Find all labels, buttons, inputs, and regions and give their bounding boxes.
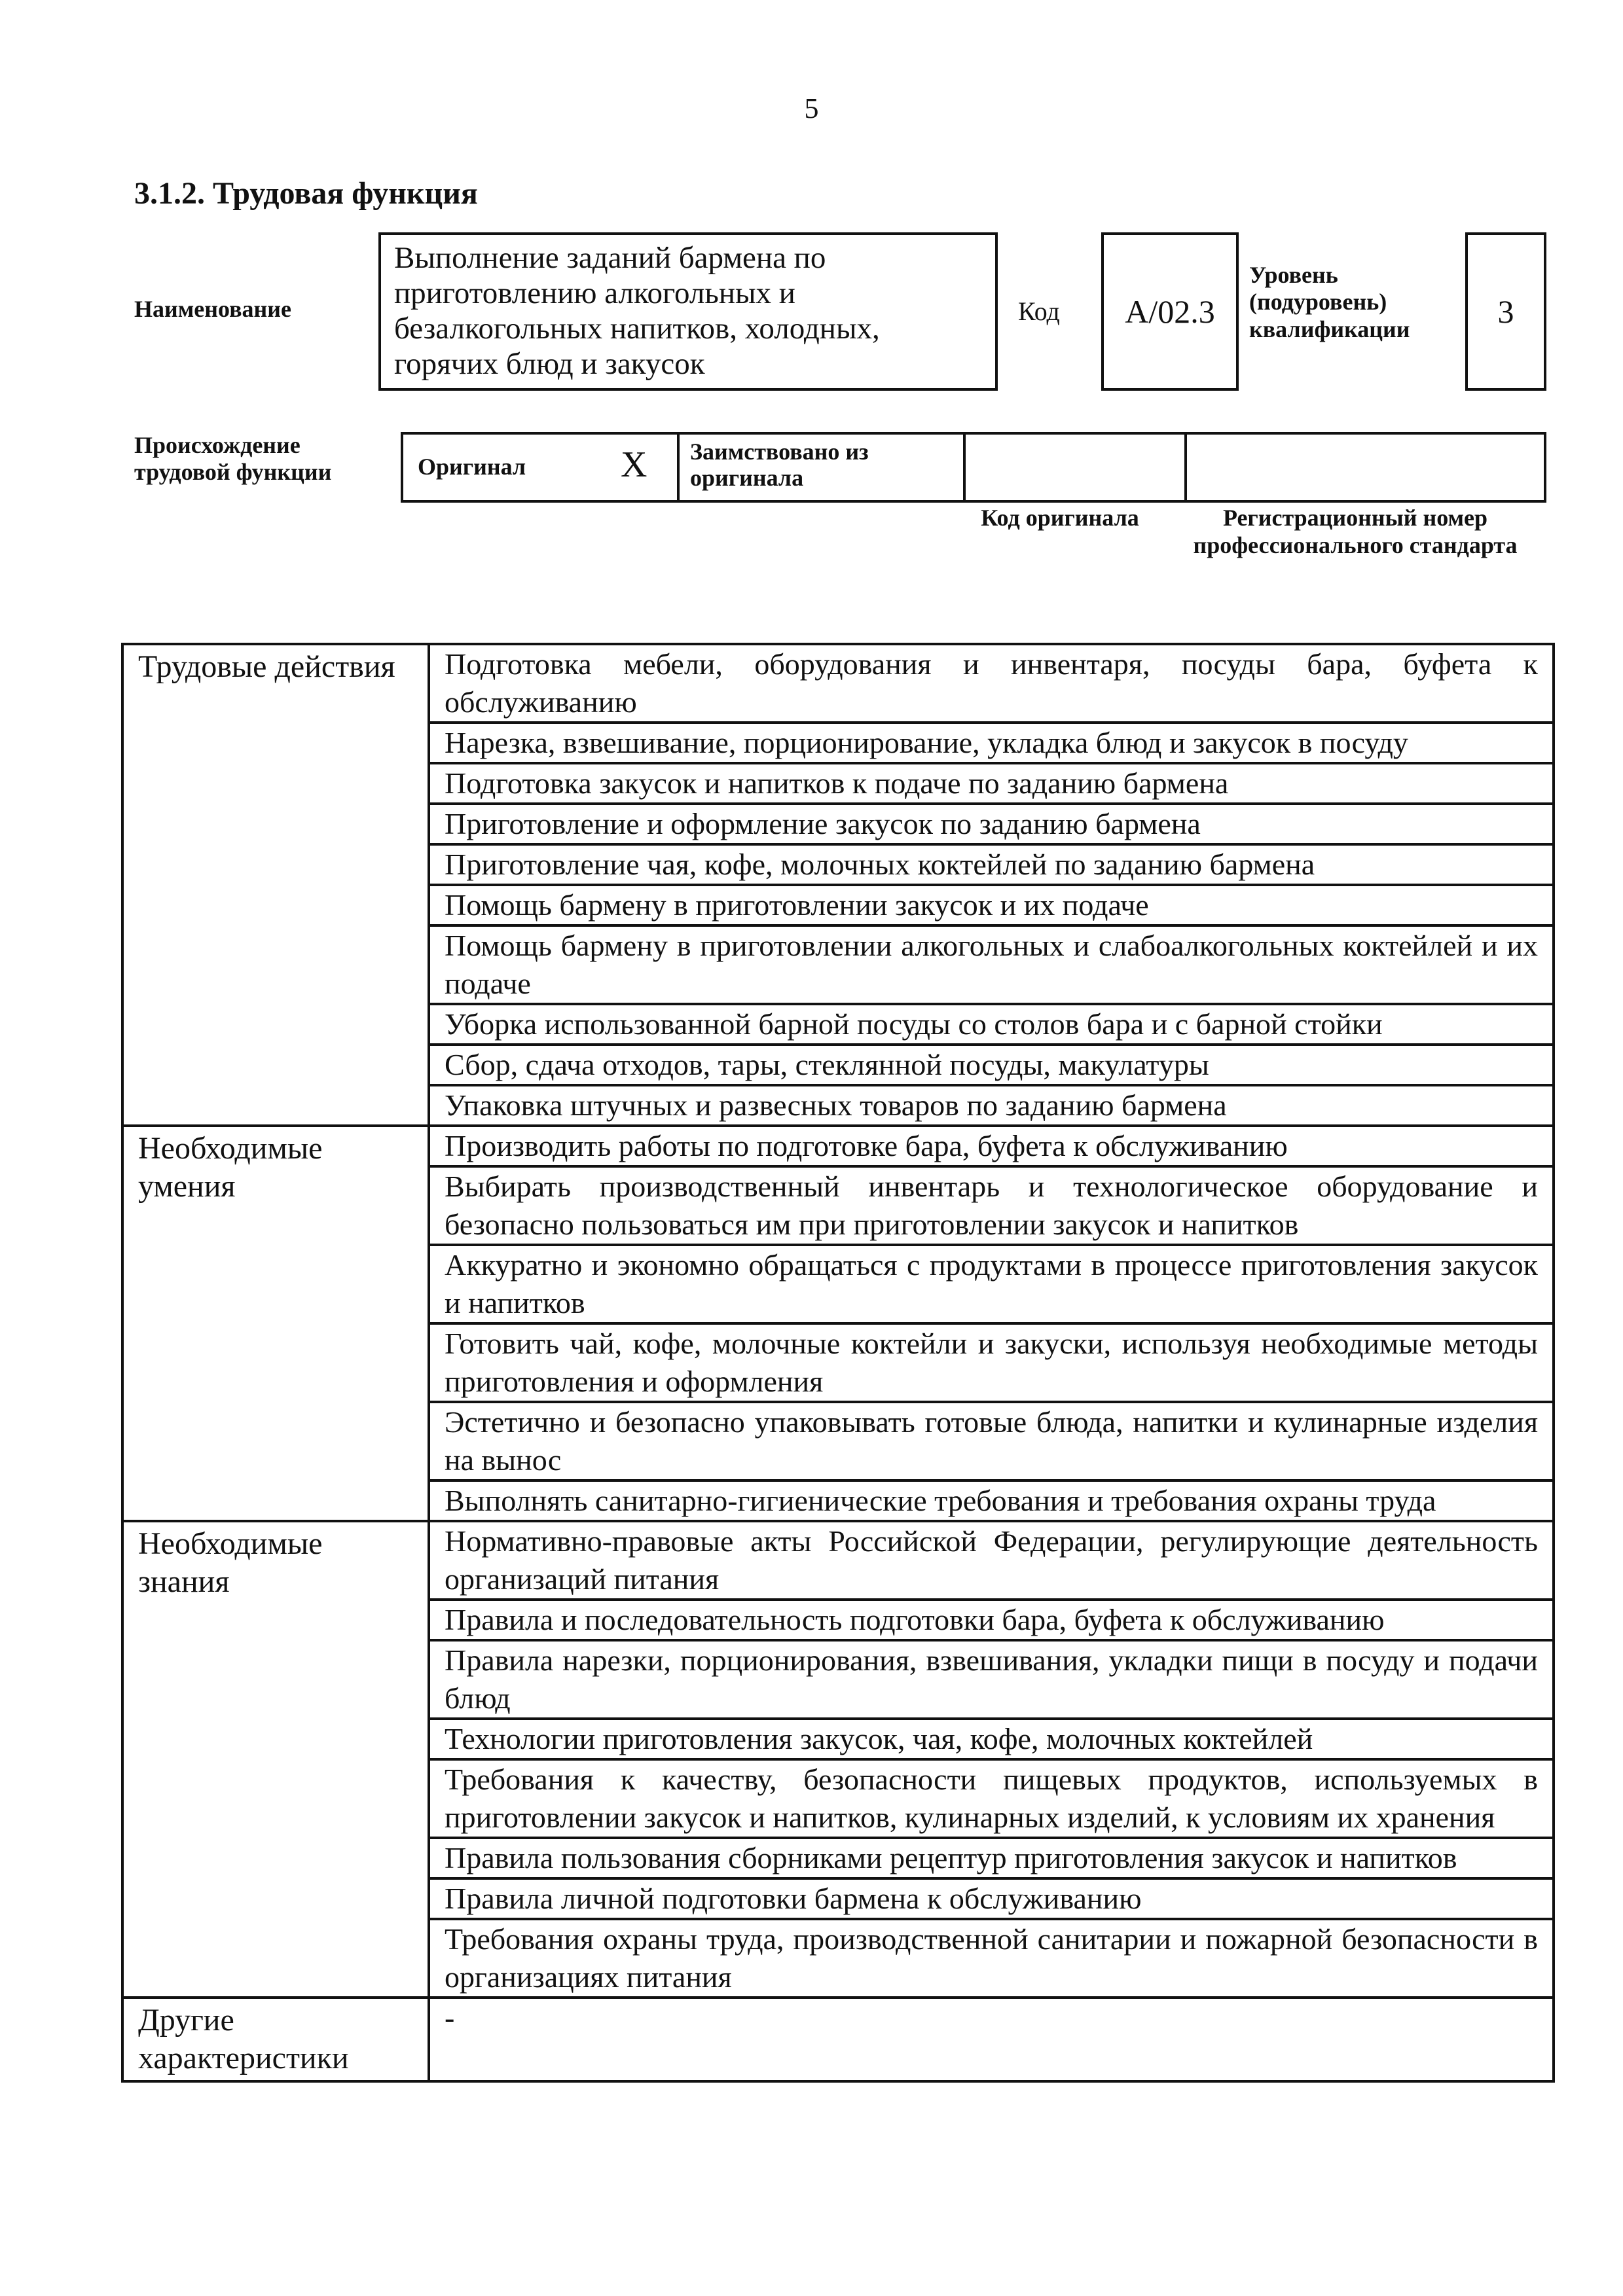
reg-number-label: Регистрационный номер профессионального стандарта xyxy=(1193,505,1518,559)
item-cell: Нарезка, взвешивание, порционирование, укладка блюд и закусок в посуду xyxy=(429,723,1554,763)
item-cell: - xyxy=(429,1998,1554,2081)
original-mark: X xyxy=(621,444,647,485)
item-cell: Правила нарезки, порционирования, взвешивания, укладки пищи в посуду и подачи блюд xyxy=(429,1640,1554,1719)
page-number: 5 xyxy=(804,92,819,124)
table-row xyxy=(122,1521,1554,1600)
item-cell: Требования к качеству, безопасности пищевых продуктов, используемых в приготовлении закусок и напитков, кулинарных изделий, к условиям их хранения xyxy=(429,1759,1554,1838)
table-row xyxy=(122,644,1554,723)
origin-label: Происхождение трудовой функции xyxy=(134,432,332,486)
code-original-cell xyxy=(966,435,1187,500)
item-cell: Правила пользования сборниками рецептур приготовления закусок и напитков xyxy=(429,1838,1554,1878)
level-label: Уровень (подуровень) квалификации xyxy=(1249,262,1410,342)
table-row xyxy=(122,1998,1554,2081)
function-name-box: Выполнение заданий бармена по приготовлению алкогольных и безалкогольных напитков, холодных, горячих блюд и закусок xyxy=(378,232,998,391)
code-label: Код xyxy=(1018,296,1060,326)
item-cell: Упаковка штучных и развесных товаров по заданию бармена xyxy=(429,1085,1554,1126)
item-cell: Приготовление и оформление закусок по заданию бармена xyxy=(429,804,1554,844)
item-cell: Подготовка мебели, оборудования и инвентаря, посуды бара, буфета к обслуживанию xyxy=(429,644,1554,723)
category-cell: Необходимые знания xyxy=(122,1521,429,1998)
item-cell: Приготовление чая, кофе, молочных коктейлей по заданию бармена xyxy=(429,844,1554,885)
category-cell: Другие характеристики xyxy=(122,1998,429,2081)
item-cell: Уборка использованной барной посуды со столов бара и с барной стойки xyxy=(429,1004,1554,1045)
item-cell: Сбор, сдача отходов, тары, стеклянной посуды, макулатуры xyxy=(429,1045,1554,1085)
item-cell: Правила личной подготовки бармена к обслуживанию xyxy=(429,1878,1554,1919)
item-cell: Производить работы по подготовке бара, буфета к обслуживанию xyxy=(429,1126,1554,1166)
category-cell: Необходимые умения xyxy=(122,1126,429,1521)
item-cell: Аккуратно и экономно обращаться с продуктами в процессе приготовления закусок и напитков xyxy=(429,1245,1554,1323)
category-cell: Трудовые действия xyxy=(122,644,429,1126)
item-cell: Технологии приготовления закусок, чая, кофе, молочных коктейлей xyxy=(429,1719,1554,1759)
item-cell: Правила и последовательность подготовки бара, буфета к обслуживанию xyxy=(429,1600,1554,1640)
labor-function-table xyxy=(121,643,1555,2083)
table-row xyxy=(122,1126,1554,1166)
name-label: Наименование xyxy=(134,296,291,322)
item-cell: Выбирать производственный инвентарь и технологическое оборудование и безопасно пользоваться им при приготовлении закусок и напитков xyxy=(429,1166,1554,1245)
item-cell: Нормативно-правовые акты Российской Федерации, регулирующие деятельность организаций питания xyxy=(429,1521,1554,1600)
item-cell: Подготовка закусок и напитков к подаче по заданию бармена xyxy=(429,763,1554,804)
section-title: 3.1.2. Трудовая функция xyxy=(134,176,478,211)
item-cell: Готовить чай, кофе, молочные коктейли и закуски, используя необходимые методы приготовления и оформления xyxy=(429,1323,1554,1402)
borrowed-label: Заимствовано из оригинала xyxy=(680,435,966,500)
item-cell: Помощь бармену в приготовлении закусок и их подаче xyxy=(429,885,1554,925)
code-original-label: Код оригинала xyxy=(981,505,1139,531)
item-cell: Выполнять санитарно-гигиенические требования и требования охраны труда xyxy=(429,1480,1554,1521)
code-value-box: А/02.3 xyxy=(1101,232,1239,391)
original-cell xyxy=(403,435,680,500)
reg-number-cell xyxy=(1187,435,1544,500)
origin-row xyxy=(401,432,1546,503)
level-value-box: 3 xyxy=(1465,232,1546,391)
item-cell: Помощь бармену в приготовлении алкогольных и слабоалкогольных коктейлей и их подаче xyxy=(429,925,1554,1004)
item-cell: Эстетично и безопасно упаковывать готовые блюда, напитки и кулинарные изделия на вынос xyxy=(429,1402,1554,1480)
table-body xyxy=(122,644,1554,2081)
original-label: Оригинал xyxy=(418,454,526,480)
item-cell: Требования охраны труда, производственной санитарии и пожарной безопасности в организациях питания xyxy=(429,1919,1554,1998)
